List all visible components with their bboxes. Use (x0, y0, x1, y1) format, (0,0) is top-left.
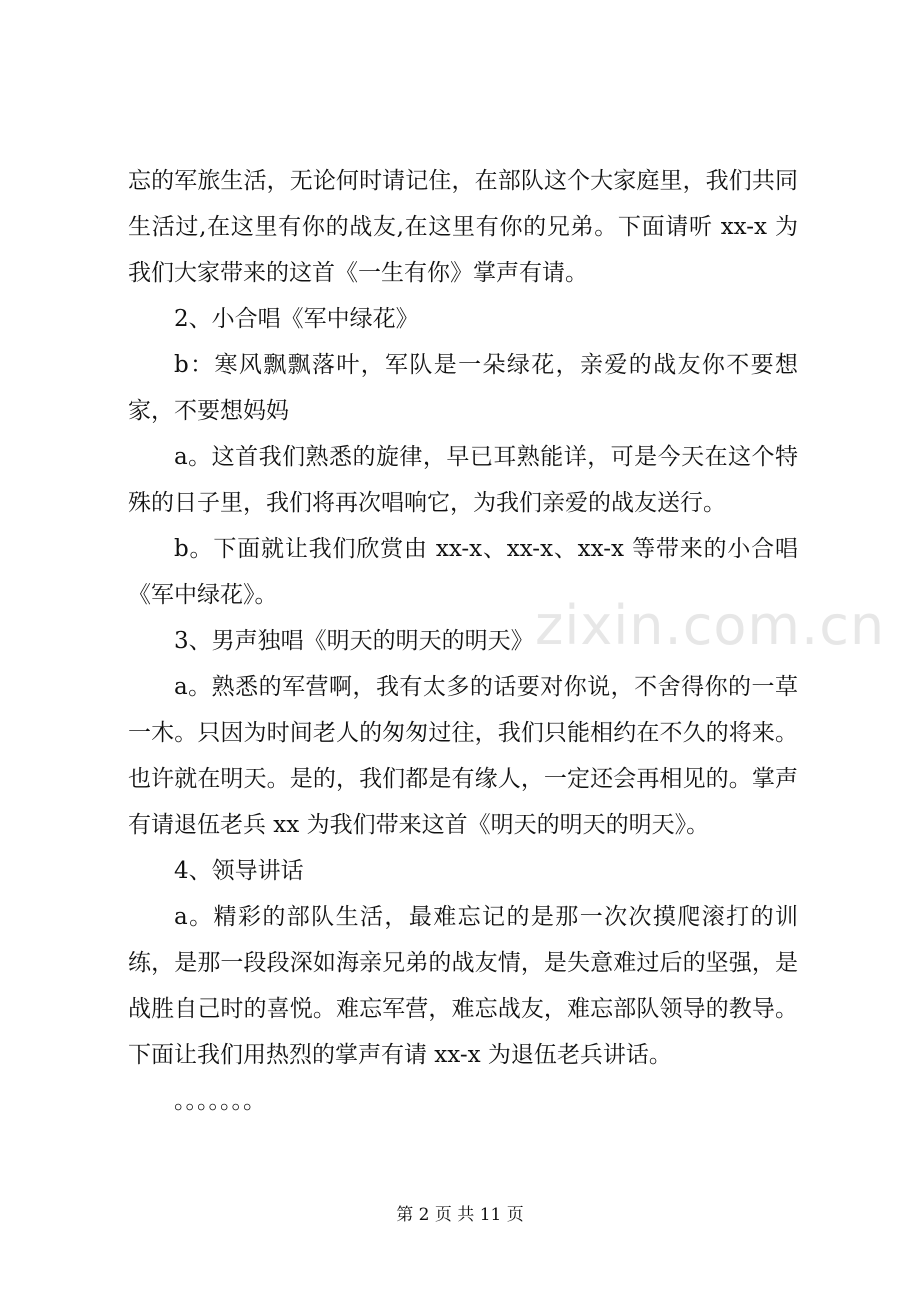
watermark: zixin.com.cn (535, 594, 886, 657)
page-footer: 第 2 页 共 11 页 (396, 1205, 524, 1225)
heading-item-4: 4、领导讲话 (174, 858, 304, 884)
document-body (128, 158, 798, 1124)
paragraph-a-melody: a。这首我们熟悉的旋律，早已耳熟能详，可是今天在这个特殊的日子里，我们将再次唱响它，为我们亲爱的战友送行。 (128, 444, 798, 516)
paragraph-b-introduce-chorus: b。下面就让我们欣赏由 xx-x、xx-x、xx-x 等带来的小合唱《军中绿花》。 (128, 536, 798, 608)
paragraph-a-barracks: a。熟悉的军营啊，我有太多的话要对你说，不舍得你的一草一木。只因为时间老人的匆匆过往，我们只能相约在不久的将来。也许就在明天。是的，我们都是有缘人，一定还会再相见的。掌声有请退伍老兵 xx 为我们带来这首《明天的明天的明天》。 (128, 674, 798, 838)
ellipsis-line: 。。。。。。。 (174, 1088, 266, 1114)
paragraph-intro-continued: 忘的军旅生活，无论何时请记住，在部队这个大家庭里，我们共同生活过,在这里有你的战友,在这里有你的兄弟。下面请听 xx-x 为我们大家带来的这首《一生有你》掌声有请。 (128, 168, 798, 286)
heading-item-2: 2、小合唱《军中绿花》 (174, 306, 419, 332)
paragraph-b-lyrics: b：寒风飘飘落叶，军队是一朵绿花，亲爱的战友你不要想家，不要想妈妈 (128, 352, 798, 424)
paragraph-a-leader-speech: a。精彩的部队生活，最难忘记的是那一次次摸爬滚打的训练，是那一段段深如海亲兄弟的战友情，是失意难过后的坚强，是战胜自己时的喜悦。难忘军营，难忘战友，难忘部队领导的教导。下面让我们用热烈的掌声有请 xx-x 为退伍老兵讲话。 (128, 904, 798, 1068)
heading-item-3: 3、男声独唱《明天的明天的明天》 (174, 628, 534, 654)
